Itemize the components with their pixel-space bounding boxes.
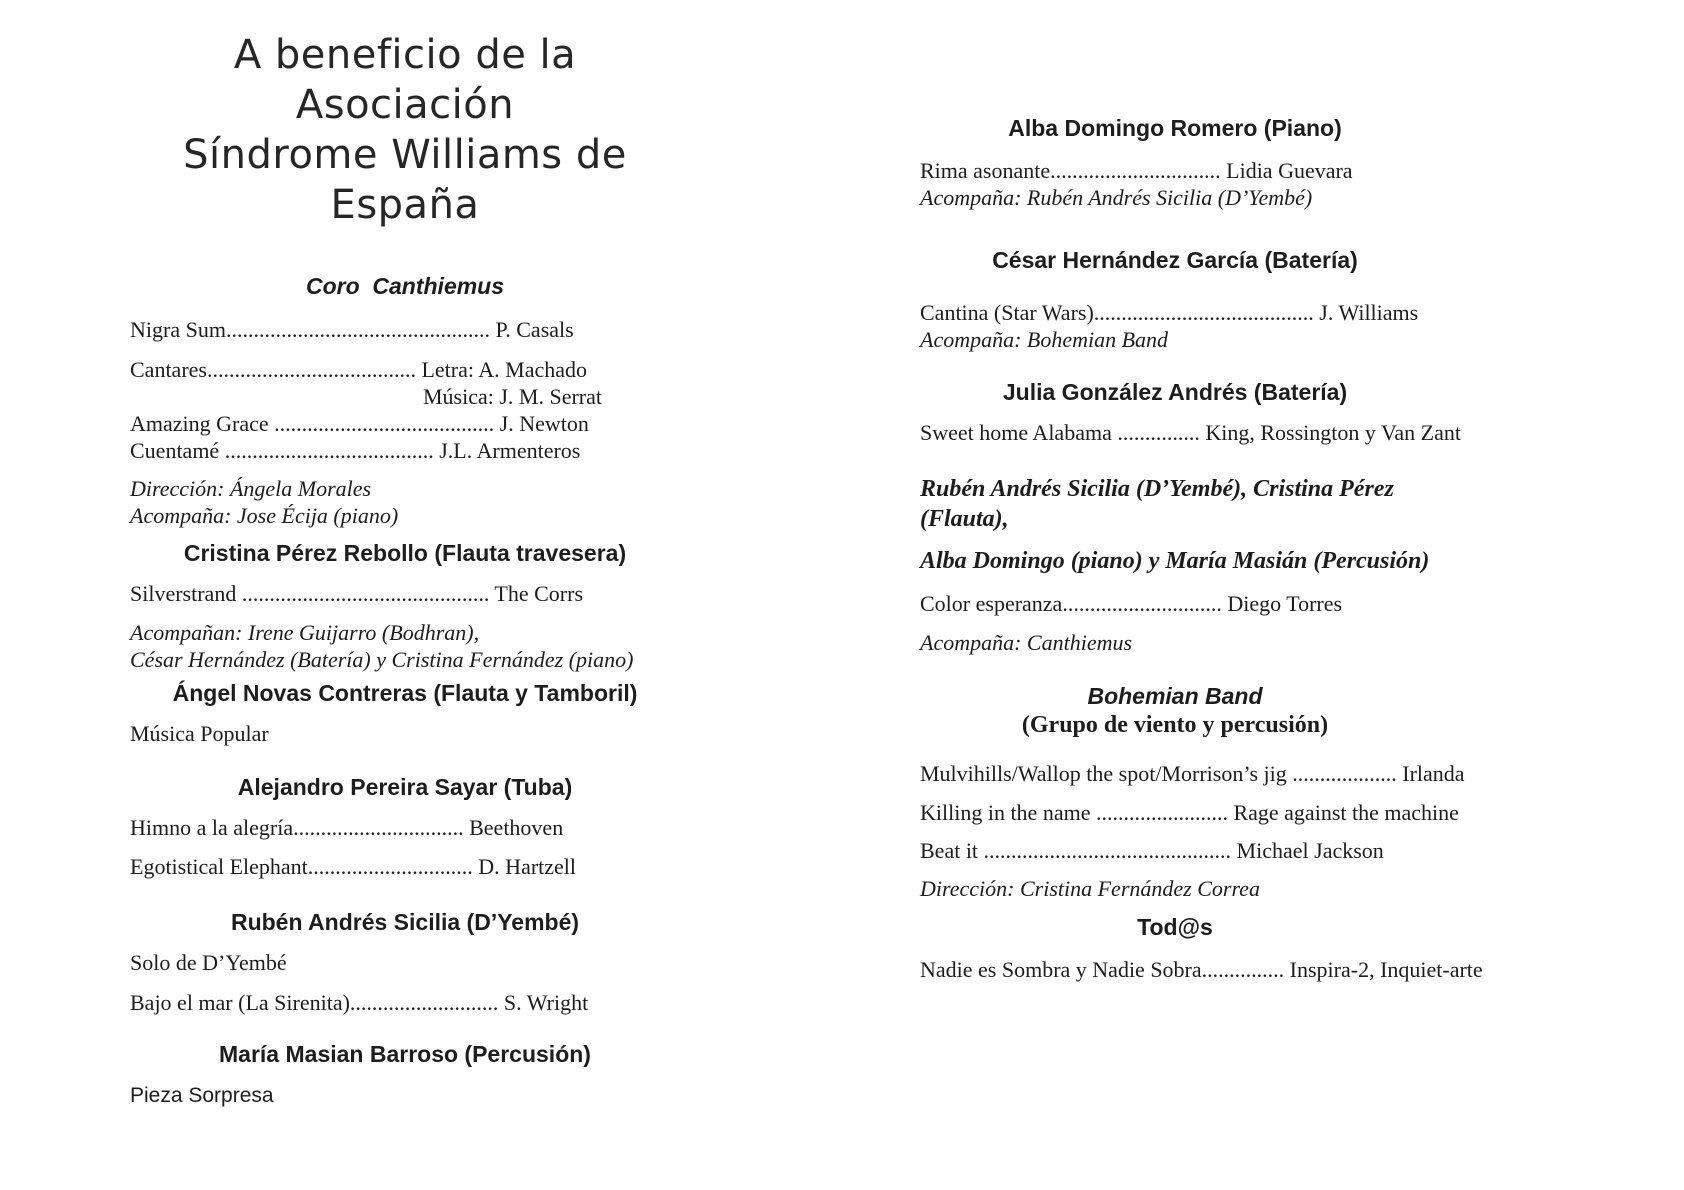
- credit-direccion-cristina: Dirección: Cristina Fernández Correa: [920, 876, 1260, 901]
- song-line: [920, 956, 1483, 983]
- song-artist: Letra: A. Machado: [415, 357, 588, 382]
- song-line: [920, 157, 1430, 184]
- note-musica-popular: Música Popular: [130, 721, 269, 746]
- leader-dots: ................................................: [225, 317, 490, 342]
- song-line: [130, 356, 680, 383]
- performer-heading-alba-domingo: Alba Domingo Romero (Piano): [1008, 115, 1342, 141]
- group-heading-line2: Alba Domingo (piano) y María Masián (Percusión): [920, 548, 1430, 574]
- song-artist: Michael Jackson: [1231, 838, 1384, 863]
- credit-acompanan: Acompañan: Irene Guijarro (Bodhran),: [130, 620, 480, 645]
- song-artist: Beethoven: [463, 815, 564, 840]
- section-heading-bohemian-band: Bohemian Band: [1087, 683, 1263, 709]
- song-line: [920, 837, 1430, 864]
- performer-heading-alejandro-pereira: Alejandro Pereira Sayar (Tuba): [237, 774, 573, 800]
- leader-dots: .............................................: [241, 581, 490, 606]
- left-column: [130, 30, 680, 1109]
- program-title-line1: A beneficio de la Asociación: [233, 32, 577, 128]
- song-title: Sweet home Alabama: [920, 420, 1118, 445]
- leader-dots: ........................................: [274, 411, 495, 436]
- song-line: [920, 299, 1430, 326]
- song-artist: Inspira-2, Inquiet-arte: [1284, 957, 1483, 982]
- song-line: [130, 853, 680, 880]
- song-artist: J. Williams: [1313, 300, 1419, 325]
- performer-heading-cristina-perez: Cristina Pérez Rebollo (Flauta travesera): [183, 540, 627, 566]
- leader-dots: ..............................: [307, 854, 473, 879]
- song-line: [130, 814, 680, 841]
- credit-acompana: Acompaña: Jose Écija (piano): [130, 503, 399, 528]
- song-artist: Diego Torres: [1221, 591, 1343, 616]
- leader-dots: ........................................: [1093, 300, 1314, 325]
- credit-acompana-ruben: Acompaña: Rubén Andrés Sicilia (D’Yembé): [920, 185, 1313, 210]
- song-title: Beat it: [920, 838, 984, 863]
- song-title: Silverstrand: [130, 581, 242, 606]
- performer-heading-julia-gonzalez: Julia González Andrés (Batería): [1002, 379, 1348, 405]
- song-title: Mulvihills/Wallop the spot/Morrison’s jig: [920, 761, 1293, 786]
- performer-heading-cesar-hernandez: César Hernández García (Batería): [992, 247, 1358, 273]
- song-artist: Rage against the machine: [1227, 800, 1459, 825]
- leader-dots: ......................................: [224, 438, 434, 463]
- song-title: Egotistical Elephant: [130, 854, 308, 879]
- song-title: Nigra Sum: [130, 317, 226, 342]
- performer-heading-angel-novas: Ángel Novas Contreras (Flauta y Tamboril): [172, 680, 638, 706]
- song-title: Cuentamé: [130, 438, 225, 463]
- song-title: Cantares: [130, 357, 207, 382]
- song-title: Nadie es Sombra y Nadie Sobra: [920, 957, 1202, 982]
- song-title: Himno a la alegría: [130, 815, 294, 840]
- song-artist: Irlanda: [1396, 761, 1465, 786]
- leader-dots: ........................: [1095, 800, 1228, 825]
- song-line: [130, 580, 680, 607]
- leader-dots: ...............................: [1050, 158, 1221, 183]
- song-artist: S. Wright: [498, 990, 589, 1015]
- song-artist: King, Rossington y Van Zant: [1199, 420, 1461, 445]
- performer-heading-ruben-andres: Rubén Andrés Sicilia (D’Yembé): [230, 909, 580, 935]
- song-title: Cantina (Star Wars): [920, 300, 1094, 325]
- song-line: [130, 316, 680, 343]
- song-artist: D. Hartzell: [472, 854, 577, 879]
- song-title: Rima asonante: [920, 158, 1051, 183]
- group-heading-line1: Rubén Andrés Sicilia (D’Yembé), Cristina Pérez (Flauta),: [920, 476, 1406, 532]
- leader-dots: ......................................: [206, 357, 416, 382]
- leader-dots: .............................................: [983, 838, 1232, 863]
- song-title: Color esperanza: [920, 591, 1063, 616]
- song-artist: Lidia Guevara: [1220, 158, 1353, 183]
- performer-heading-todos: Tod@s: [1137, 914, 1213, 940]
- right-column: [920, 105, 1483, 983]
- song-line: [920, 590, 1430, 617]
- song-title: Killing in the name: [920, 800, 1096, 825]
- leader-dots: ...................: [1292, 761, 1397, 786]
- song-line: [130, 410, 680, 437]
- song-artist: The Corrs: [489, 581, 584, 606]
- song-title: Amazing Grace: [130, 411, 275, 436]
- program-title-line2: Síndrome Williams de España: [183, 132, 627, 228]
- song-line: [130, 989, 680, 1016]
- leader-dots: ...........................: [349, 990, 499, 1015]
- credit-acompana-canthiemus: Acompaña: Canthiemus: [920, 630, 1133, 655]
- leader-dots: ...............: [1117, 420, 1200, 445]
- song-line: [920, 799, 1459, 826]
- credit-acompanan-2: César Hernández (Batería) y Cristina Fernández (piano): [130, 647, 634, 672]
- credit-acompana-bohemian: Acompaña: Bohemian Band: [920, 327, 1169, 352]
- leader-dots: ...............: [1201, 957, 1285, 982]
- section-subheading-grupo-viento: (Grupo de viento y percusión): [1021, 712, 1329, 738]
- song-title: Bajo el mar (La Sirenita): [130, 990, 350, 1015]
- song-line: [920, 760, 1465, 787]
- song-line: [130, 437, 680, 464]
- song-artist: P. Casals: [489, 317, 574, 342]
- note-pieza-sorpresa: Pieza Sorpresa: [130, 1084, 274, 1107]
- note-solo-dyembe: Solo de D’Yembé: [130, 950, 287, 975]
- leader-dots: .............................: [1062, 591, 1222, 616]
- section-heading-coro-canthiemus: Coro Canthiemus: [305, 273, 505, 299]
- leader-dots: ...............................: [293, 815, 464, 840]
- song-credit-musica-serrat: Música: J. M. Serrat: [422, 384, 602, 409]
- credit-direccion: Dirección: Ángela Morales: [130, 476, 372, 501]
- song-artist: J.L. Armenteros: [433, 438, 581, 463]
- song-artist: J. Newton: [494, 411, 589, 436]
- performer-heading-maria-masian: María Masian Barroso (Percusión): [219, 1041, 591, 1067]
- song-line: [920, 419, 1461, 446]
